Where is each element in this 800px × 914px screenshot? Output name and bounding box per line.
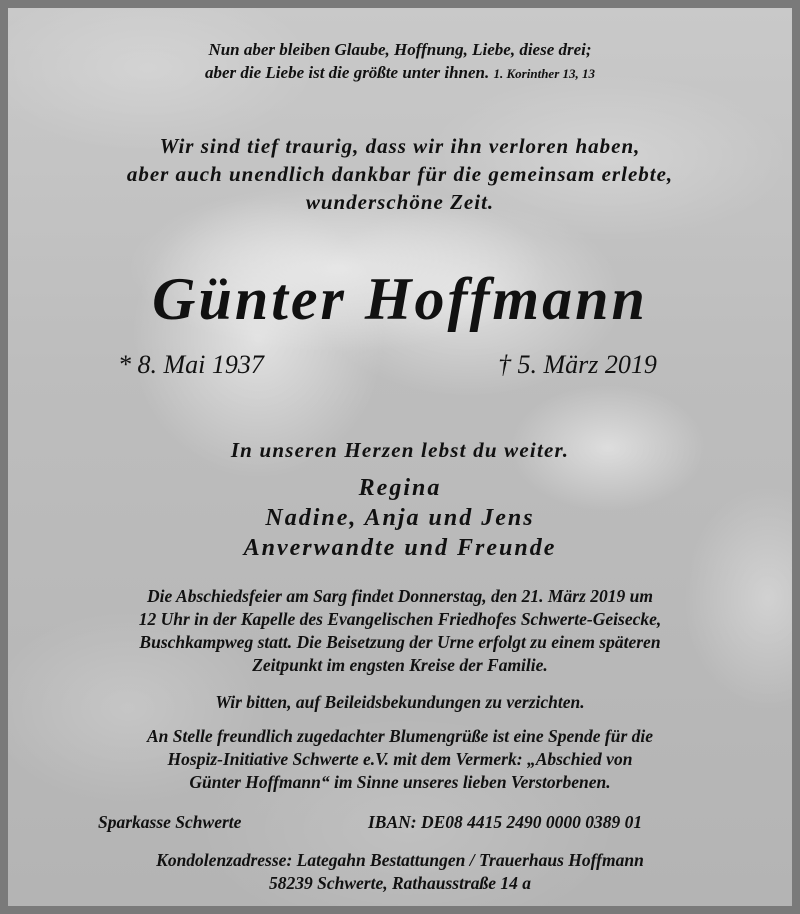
bank-iban: IBAN: DE08 4415 2490 0000 0389 01 <box>368 812 643 832</box>
verse-line-2 <box>8 61 792 85</box>
deceased-name: Günter Hoffmann <box>152 266 648 332</box>
donation-line: An Stelle freundlich zugedachter Blumengrüße ist eine Spende für die <box>146 726 654 746</box>
condolence-address <box>8 849 792 895</box>
ceremony-info <box>8 585 792 677</box>
ceremony-line: Buschkampweg statt. Die Beisetzung der Urne erfolgt zu einem späteren <box>139 632 661 652</box>
verse-reference: 1. Korinther 13, 13 <box>493 66 596 81</box>
ceremony-line: 12 Uhr in der Kapelle des Evangelischen Friedhofes Schwerte-Geisecke, <box>138 609 662 629</box>
ceremony-line: Zeitpunkt im engsten Kreise der Familie. <box>252 655 548 675</box>
condolence-request: Wir bitten, auf Beileidsbekundungen zu verzichten. <box>215 692 585 712</box>
heart-line: In unseren Herzen lebst du weiter. <box>230 438 570 462</box>
condolence-line: 58239 Schwerte, Rathausstraße 14 a <box>268 873 532 893</box>
mourner-line: Anverwandte und Freunde <box>243 535 557 561</box>
birth-date: * 8. Mai 1937 <box>118 350 264 379</box>
donation-line: Hospiz-Initiative Schwerte e.V. mit dem Vermerk: „Abschied von <box>167 749 633 769</box>
verse-line-1: Nun aber bleiben Glaube, Hoffnung, Liebe, diese drei; <box>208 40 592 59</box>
intro-line: wunderschöne Zeit. <box>305 190 495 214</box>
mourner-line: Nadine, Anja und Jens <box>265 505 535 531</box>
bible-verse <box>8 38 792 85</box>
bank-name: Sparkasse Schwerte <box>98 812 242 832</box>
mourner-line: Regina <box>358 475 442 501</box>
obituary-notice <box>8 8 792 906</box>
death-date: † 5. März 2019 <box>498 350 657 379</box>
intro-line: aber auch unendlich dankbar für die gemeinsam erlebte, <box>126 162 674 186</box>
ceremony-line: Die Abschiedsfeier am Sarg findet Donnerstag, den 21. März 2019 um <box>147 586 653 606</box>
mourners <box>8 473 792 563</box>
donation-line: Günter Hoffmann“ im Sinne unseres lieben Verstorbenen. <box>189 772 611 792</box>
intro-text <box>8 132 792 216</box>
intro-line: Wir sind tief traurig, dass wir ihn verloren haben, <box>159 134 641 158</box>
verse-line-2-text: aber die Liebe ist die größte unter ihnen. <box>204 63 490 82</box>
donation-info <box>8 725 792 794</box>
condolence-line: Kondolenzadresse: Lategahn Bestattungen / Trauerhaus Hoffmann <box>156 850 644 870</box>
